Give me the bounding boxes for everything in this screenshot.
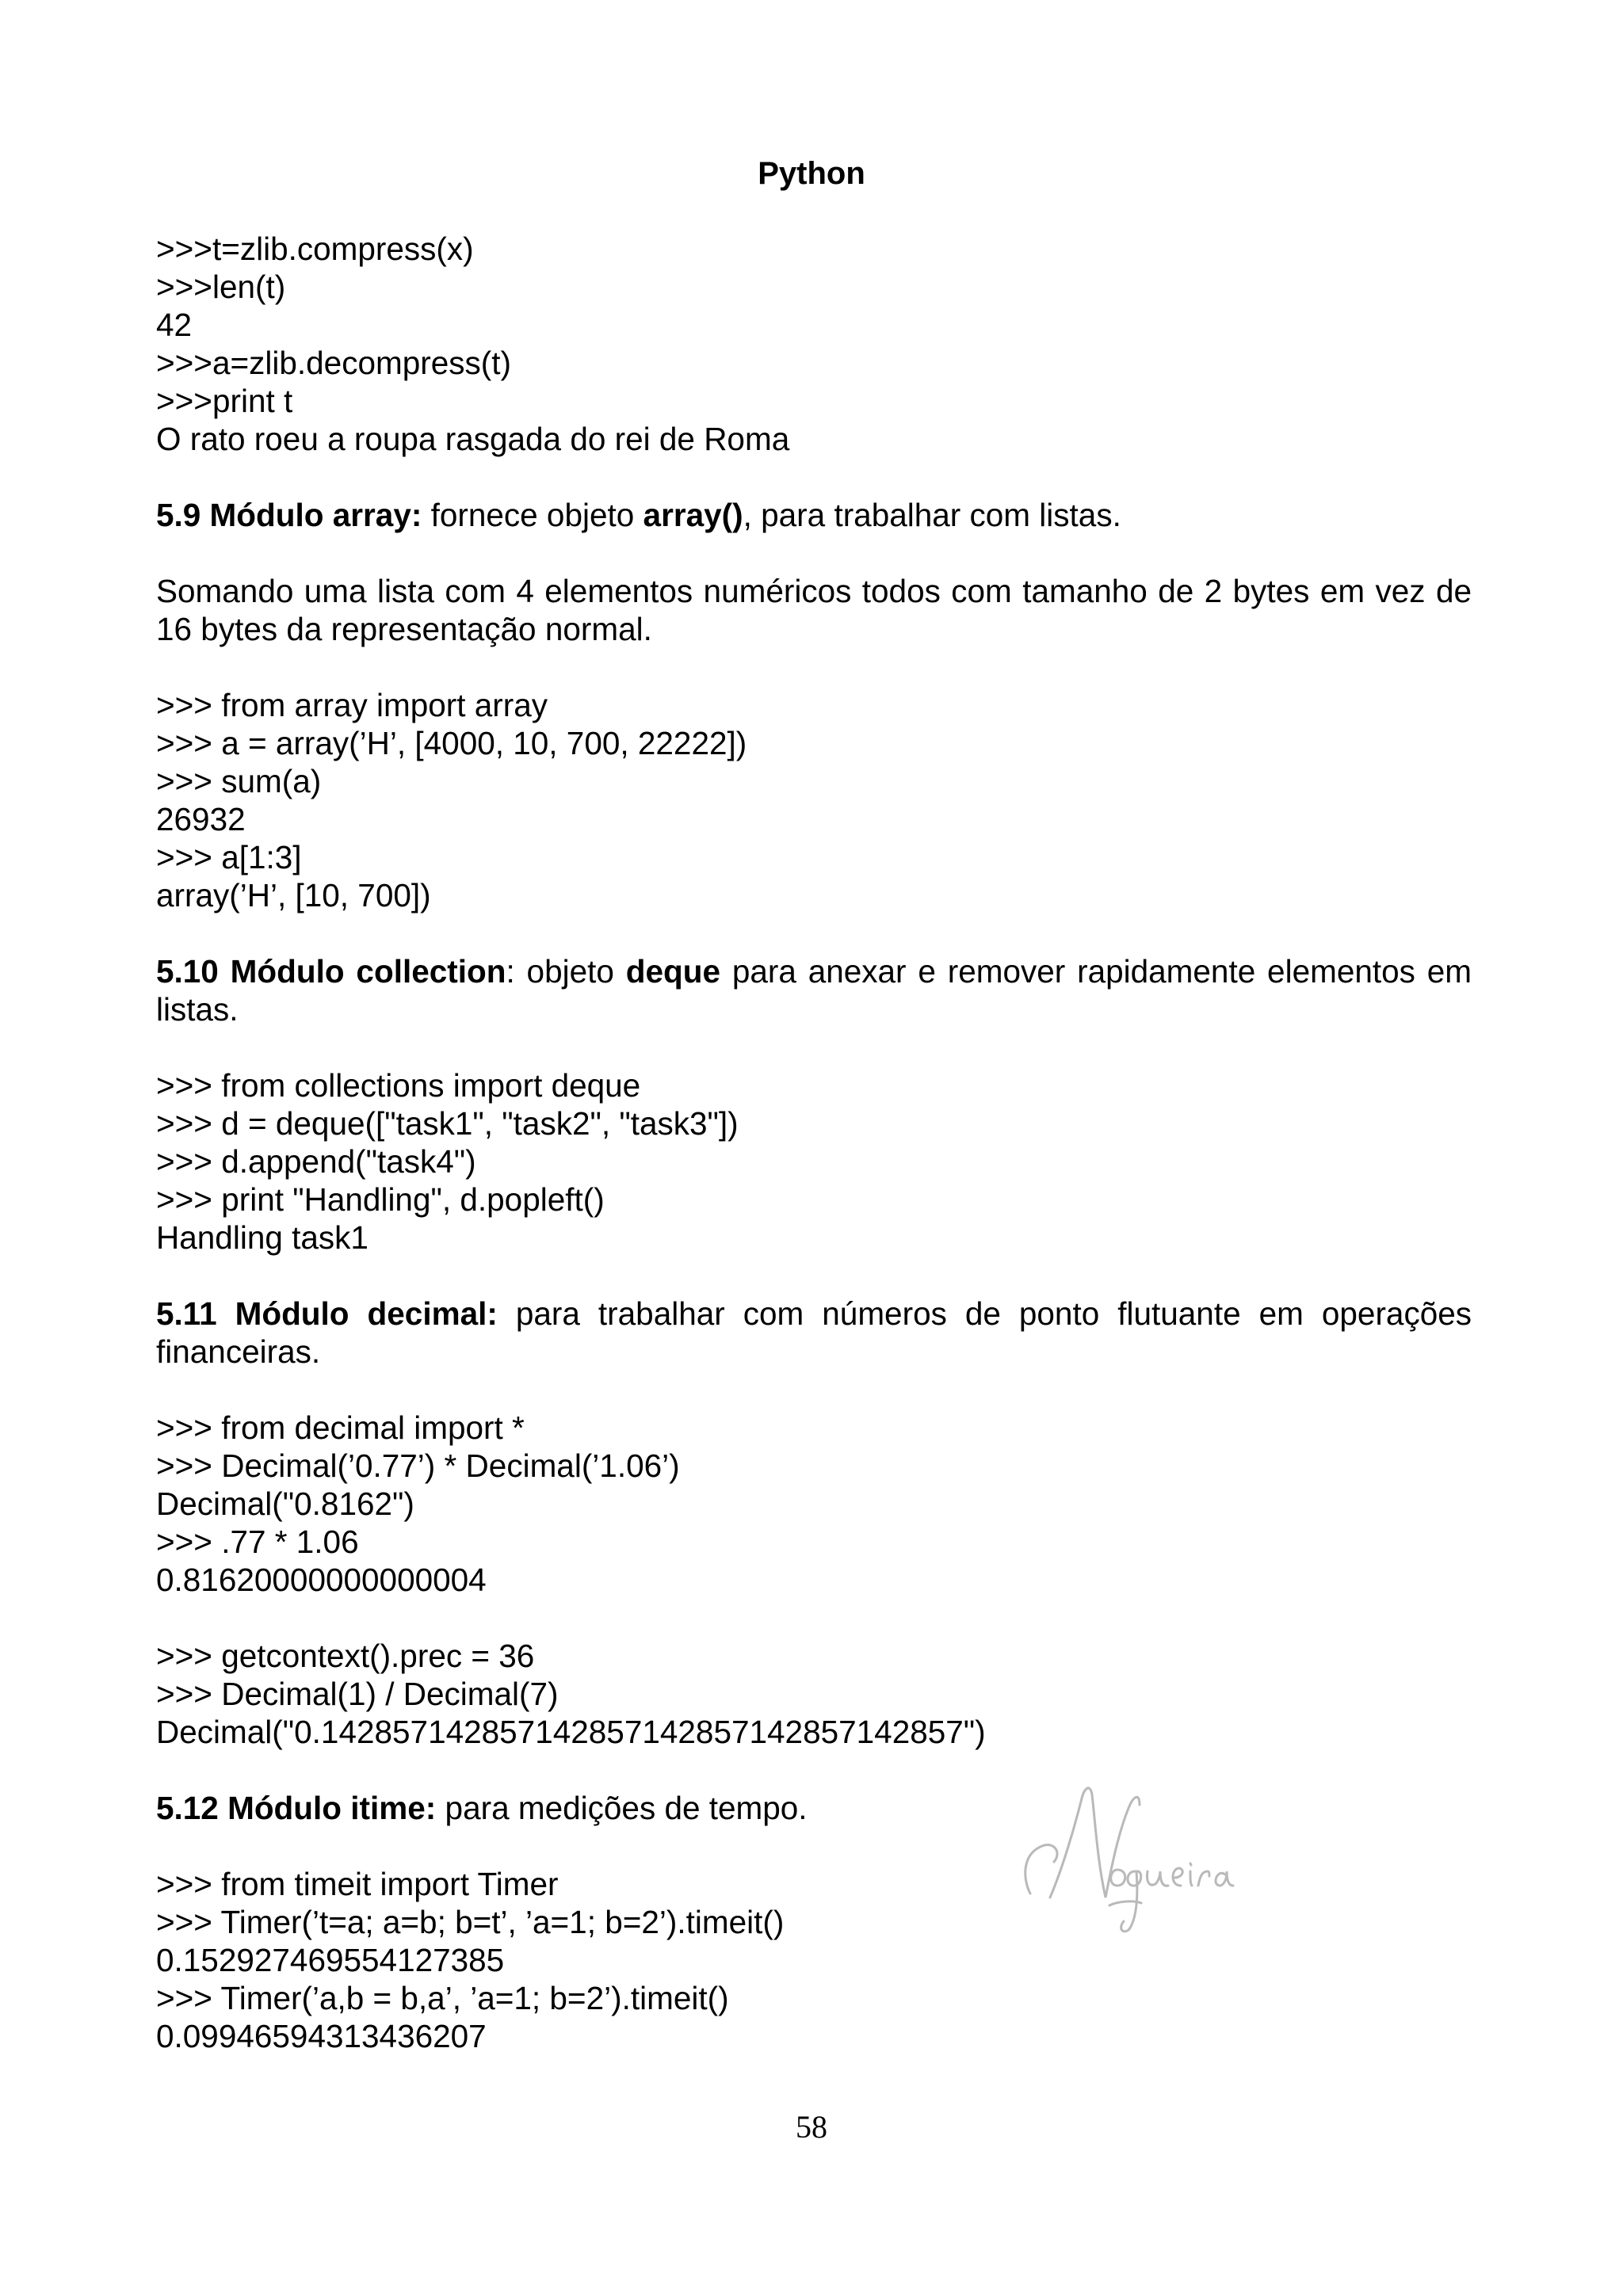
code-line: >>> print "Handling", d.popleft() [156, 1181, 605, 1218]
code-block-array [156, 686, 1472, 914]
code-line: >>> Timer(’t=a; a=b; b=t’, ’a=1; b=2’).timeit() [156, 1904, 785, 1940]
section-5-11-heading-paragraph [156, 1295, 1472, 1371]
section-5-12-heading-paragraph [156, 1789, 1472, 1827]
section-5-10-heading-paragraph [156, 952, 1472, 1028]
section-text: : objeto [506, 953, 626, 990]
code-line: O rato roeu a roupa rasgada do rei de Roma [156, 421, 790, 457]
code-line: >>> d = deque(["task1", "task2", "task3"]) [156, 1105, 739, 1142]
code-line: >>> a[1:3] [156, 839, 302, 875]
page-header-title: Python [758, 156, 865, 191]
section-text: , para trabalhar com listas. [743, 497, 1121, 533]
code-line: 0.81620000000000004 [156, 1562, 487, 1598]
code-line: 0.09946594313436207 [156, 2018, 487, 2054]
page-content [156, 230, 1472, 2055]
section-heading: 5.11 Módulo decimal: [156, 1295, 498, 1332]
section-text: para medições de tempo. [436, 1790, 808, 1826]
code-line: >>>len(t) [156, 269, 286, 305]
code-block-timeit [156, 1865, 1472, 2055]
code-line: >>> from decimal import * [156, 1409, 525, 1446]
section-text: fornece objeto [422, 497, 643, 533]
section-text: para anexar e remover rapidamente elementos em listas. [156, 953, 1472, 1028]
code-line: Decimal("0.8162") [156, 1486, 414, 1522]
code-line: Decimal("0.142857142857142857142857142857142857") [156, 1714, 986, 1750]
code-block-decimal [156, 1409, 1472, 1599]
code-line: >>> from array import array [156, 687, 548, 723]
code-line: >>> Decimal(1) / Decimal(7) [156, 1676, 559, 1712]
code-line: >>> from timeit import Timer [156, 1866, 559, 1902]
section-5-9-paragraph: Somando uma lista com 4 elementos numéricos todos com tamanho de 2 bytes em vez de 16 bytes da representação normal. [156, 573, 1472, 647]
section-heading: 5.12 Módulo itime: [156, 1790, 437, 1826]
signature-watermark [999, 1759, 1236, 1949]
section-5-9-heading-paragraph [156, 496, 1472, 534]
code-block-deque [156, 1066, 1472, 1257]
code-line: >>> Decimal(’0.77’) * Decimal(’1.06’) [156, 1447, 680, 1484]
code-line: >>> getcontext().prec = 36 [156, 1638, 535, 1674]
code-line: >>> .77 * 1.06 [156, 1524, 359, 1560]
section-heading: 5.9 Módulo array: [156, 497, 422, 533]
code-line: >>>print t [156, 383, 293, 419]
code-line: >>>a=zlib.decompress(t) [156, 345, 511, 381]
code-line: Handling task1 [156, 1219, 369, 1256]
code-line: 0.152927469554127385 [156, 1942, 505, 1978]
code-block-decimal-precision [156, 1637, 1472, 1751]
section-heading: 5.10 Módulo collection [156, 953, 506, 990]
code-block-zlib [156, 230, 1472, 458]
inline-bold-term: array() [643, 497, 743, 533]
page-number: 58 [796, 2109, 827, 2145]
code-line: >>> d.append("task4") [156, 1143, 476, 1180]
section-text: para trabalhar com números de ponto flutuante em operações financeiras. [156, 1295, 1472, 1370]
code-line: 26932 [156, 801, 246, 837]
code-line: >>> sum(a) [156, 763, 322, 799]
code-line: >>> Timer(’a,b = b,a’, ’a=1; b=2’).timeit() [156, 1980, 729, 2016]
code-line: >>> a = array(’H’, [4000, 10, 700, 22222]) [156, 725, 747, 761]
code-line: >>>t=zlib.compress(x) [156, 231, 474, 267]
inline-bold-term: deque [625, 953, 720, 990]
code-line: 42 [156, 307, 193, 343]
code-line: array(’H’, [10, 700]) [156, 877, 431, 913]
code-line: >>> from collections import deque [156, 1067, 641, 1104]
